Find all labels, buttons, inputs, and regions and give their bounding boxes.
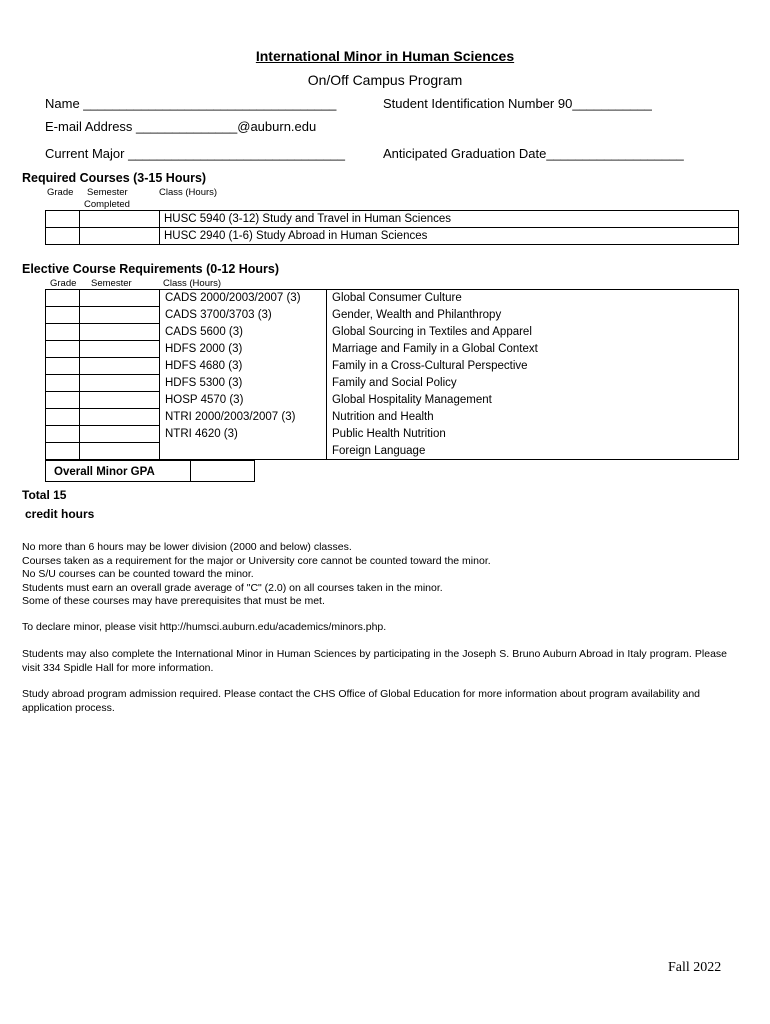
course-description: Global Hospitality Management [327, 392, 739, 409]
major-field[interactable]: Current Major ______________________________ [45, 146, 345, 161]
graduation-field[interactable]: Anticipated Graduation Date___________________ [383, 146, 684, 161]
course-description: Global Consumer Culture [327, 290, 739, 307]
grade-input[interactable] [46, 211, 80, 228]
course-description: Marriage and Family in a Global Context [327, 341, 739, 358]
course-code: HDFS 5300 (3) [160, 375, 327, 392]
rule-item: Courses taken as a requirement for the major or University core cannot be counted toward the minor. [22, 554, 491, 567]
course-code: CADS 3700/3703 (3) [160, 307, 327, 324]
course-label: HUSC 2940 (1-6) Study Abroad in Human Sciences [160, 228, 739, 245]
grade-input[interactable] [46, 290, 80, 307]
required-col-semester: Semester [87, 187, 128, 198]
course-description: Family in a Cross-Cultural Perspective [327, 358, 739, 375]
elective-courses-table [45, 289, 739, 460]
table-row [46, 307, 739, 324]
rule-item: Students must earn an overall grade average of "C" (2.0) on all courses taken in the minor. [22, 581, 443, 594]
grade-input[interactable] [46, 341, 80, 358]
course-code: HDFS 2000 (3) [160, 341, 327, 358]
grade-input[interactable] [46, 358, 80, 375]
declare-text: To declare minor, please visit http://humsci.auburn.edu/academics/minors.php. [22, 621, 387, 633]
gpa-label: Overall Minor GPA [45, 460, 191, 482]
table-row [46, 228, 739, 245]
course-label: HUSC 5940 (3-12) Study and Travel in Human Sciences [160, 211, 739, 228]
table-row [46, 409, 739, 426]
total-line-1: Total 15 [22, 488, 67, 502]
required-heading: Required Courses (3-15 Hours) [22, 171, 207, 185]
semester-input[interactable] [80, 392, 160, 409]
elective-col-class: Class (Hours) [163, 278, 222, 289]
required-col-class: Class (Hours) [159, 187, 218, 198]
rules-list [22, 541, 491, 609]
semester-input[interactable] [80, 358, 160, 375]
course-code: HOSP 4570 (3) [160, 392, 327, 409]
course-code: NTRI 2000/2003/2007 (3) [160, 409, 327, 426]
course-code: CADS 2000/2003/2007 (3) [160, 290, 327, 307]
semester-input[interactable] [80, 426, 160, 443]
total-line-2: credit hours [25, 507, 95, 521]
gpa-row [45, 460, 255, 482]
elective-col-grade: Grade [50, 278, 77, 289]
rule-item: Some of these courses may have prerequisites that must be met. [22, 595, 325, 607]
table-row [46, 375, 739, 392]
grade-input[interactable] [46, 324, 80, 341]
rule-item: No more than 6 hours may be lower division (2000 and below) classes. [22, 541, 352, 553]
required-col-completed: Completed [84, 199, 130, 210]
form-subtitle: On/Off Campus Program [307, 72, 463, 88]
grade-input[interactable] [46, 426, 80, 443]
rule-item: No S/U courses can be counted toward the minor. [22, 568, 254, 580]
course-description: Public Health Nutrition [327, 426, 739, 443]
table-row [46, 341, 739, 358]
table-row [46, 290, 739, 307]
semester-input[interactable] [80, 307, 160, 324]
table-row [46, 211, 739, 228]
student-id-field[interactable]: Student Identification Number 90___________ [383, 96, 652, 111]
course-description: Global Sourcing in Textiles and Apparel [327, 324, 739, 341]
course-code: CADS 5600 (3) [160, 324, 327, 341]
semester-input[interactable] [80, 443, 160, 460]
table-row [46, 426, 739, 443]
grade-input[interactable] [46, 392, 80, 409]
elective-col-semester: Semester [91, 278, 132, 289]
grade-input[interactable] [46, 375, 80, 392]
required-col-grade: Grade [47, 187, 74, 198]
course-code: NTRI 4620 (3) [160, 426, 327, 443]
table-row [46, 392, 739, 409]
footer-date: Fall 2022 [668, 960, 722, 975]
grade-input[interactable] [46, 307, 80, 324]
table-row [46, 324, 739, 341]
semester-input[interactable] [80, 375, 160, 392]
course-code [160, 443, 327, 460]
form-title: International Minor in Human Sciences [255, 48, 515, 64]
grade-input[interactable] [46, 228, 80, 245]
grade-input[interactable] [46, 409, 80, 426]
table-row [46, 358, 739, 375]
grade-input[interactable] [46, 443, 80, 460]
table-row [46, 443, 739, 460]
semester-input[interactable] [80, 211, 160, 228]
course-description: Nutrition and Health [327, 409, 739, 426]
semester-input[interactable] [80, 409, 160, 426]
admission-paragraph: Study abroad program admission required. Please contact the CHS Office of Global Education for more information about program availability and application process. [22, 688, 700, 714]
semester-input[interactable] [80, 341, 160, 358]
course-code: HDFS 4680 (3) [160, 358, 327, 375]
gpa-input[interactable] [191, 460, 255, 482]
semester-input[interactable] [80, 290, 160, 307]
course-description: Family and Social Policy [327, 375, 739, 392]
required-courses-table [45, 210, 739, 245]
course-description: Gender, Wealth and Philanthropy [327, 307, 739, 324]
email-field[interactable]: E-mail Address ______________@auburn.edu [45, 119, 317, 134]
name-field[interactable]: Name ___________________________________ [45, 96, 337, 111]
italy-paragraph: Students may also complete the International Minor in Human Sciences by participating in the Joseph S. Bruno Auburn Abroad in Italy program. Please visit 334 Spidle Hall for more information. [22, 648, 727, 674]
semester-input[interactable] [80, 228, 160, 245]
elective-heading: Elective Course Requirements (0-12 Hours) [22, 262, 280, 276]
course-description: Foreign Language [327, 443, 739, 460]
semester-input[interactable] [80, 324, 160, 341]
